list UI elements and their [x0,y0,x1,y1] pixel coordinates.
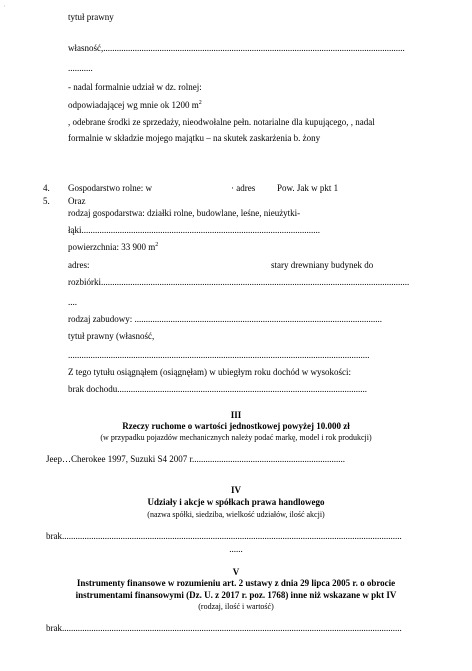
section-iii-subtitle: (w przypadku pojazdów mechanicznych należy podać markę, model i rok produkcji) [100,433,372,442]
share-line: - nadal formalnie udział w dz. rolnej: [68,82,202,92]
farm-area-ref: Pow. Jak w pkt 1 [277,183,339,193]
section-v-title-line1: Instrumenty finansowe w rozumieniu art. 2 ustawy z dnia 29 lipca 2005 r. o obrocie [76,578,396,588]
title-label: tytuł prawny [68,12,114,22]
building-note: stary drewniany budynek do [271,260,374,270]
section-iv-subtitle: (nazwa spółki, siedziba, wielkość udziałów, ilość akcji) [147,510,325,519]
surface-line: powierzchnia: 33 900 $m^2$ [68,242,159,252]
demolition-line: rozbiórki......................................................................................................................................... [68,277,410,287]
proceeds-line: , odebrane środki ze sprzedaży, nieodwołalne pełn. notarialne dla kupującego, , nadal [68,117,375,127]
section-v-subtitle: (rodzaj, ilość i wartość) [198,602,274,611]
section-iii-title: Rzeczy ruchome o wartości jednostkowej powyżej 10.000 zł [122,421,350,431]
area-line: odpowiadającej wg mnie ok 1200 $m^2$ [68,100,202,110]
meadows-line: łąki.......................................................................................................... [68,225,320,235]
section-iv-number: IV [230,485,241,495]
item-number-4: 4. [43,183,50,193]
vehicles-line: Jeep…Cherokee 1997, Suzuki S4 2007 r.................................................................... [46,454,345,464]
dots-line: ........... [68,63,93,73]
building-type-line: rodzaj zabudowy: .............................................................................................................. [68,314,382,324]
dots-line: ...................................................................................................................................... [68,350,370,360]
address-label: adres: [68,260,90,270]
corner-mark: ' [4,6,5,11]
section-v-number: V [232,567,240,577]
income-line: Z tego tytułu osiągnąłem (osiągnęłam) w ubiegłym roku dochód w wysokości: [68,367,351,377]
section-v-title-line2: instrumentami finansowymi (Dz. U. z 2017 r. poz. 1768) inne niż wskazane w pkt IV [75,590,397,600]
superscript: 2 [198,100,202,106]
legal-title-line: tytuł prawny (własność, [68,331,155,341]
farm-type-line: rodzaj gospodarstwa: działki rolne, budowlane, leśne, nieużytki- [68,208,301,218]
and-label: Oraz [68,196,86,206]
ownership-line: własność,...................................................................................................................................... [68,43,405,53]
shares-line: brak....................................................................................................................................................... [46,531,402,541]
dots-line: ...... [229,544,243,554]
item-number-5: 5. [43,196,50,206]
instruments-line: brak....................................................................................................................................................... [46,623,402,633]
no-income-line: brak dochodu............................................................................................................... [68,384,367,394]
farm-address-label: · adres [231,183,256,193]
section-iii-number: III [230,410,242,420]
superscript: 2 [155,242,159,248]
dots-line: .... [68,297,77,307]
formal-line: formalnie w składzie mojego majątku – na skutek zaskarżenia b. żony [68,133,321,143]
farm-label: Gospodarstwo rolne: w [68,183,152,193]
section-iv-title: Udziały i akcje w spółkach prawa handlowego [147,497,325,507]
